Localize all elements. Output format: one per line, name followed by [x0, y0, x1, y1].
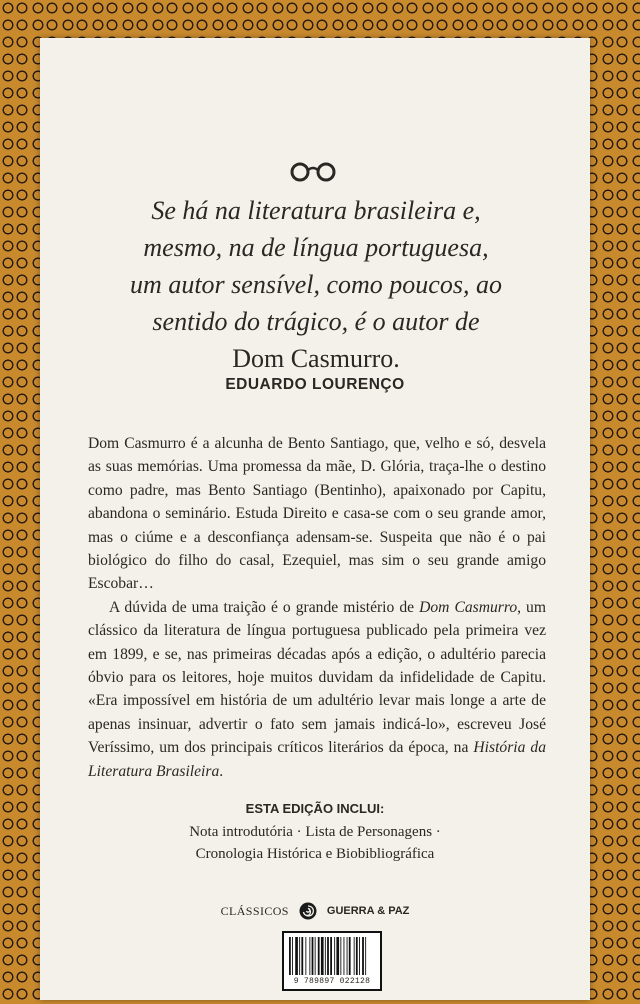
barcode-bars [289, 937, 377, 975]
publisher-logo-icon [299, 902, 317, 920]
quote-line: um autor sensível, como poucos, ao [130, 270, 502, 299]
isbn-number: 9 789897 022128 [293, 977, 371, 986]
quote-line: Dom Casmurro. [232, 344, 400, 373]
synopsis [88, 432, 546, 783]
glasses-icon [287, 160, 339, 182]
reference-title: História da Literatura Brasileira [88, 739, 547, 780]
edition-contents-line: Nota introdutória · Lista de Personagens · [189, 824, 441, 840]
synopsis-paragraph: Dom Casmurro é a alcunha de Bento Santiago, que, velho e só, desvela as suas memórias. Uma promessa da mãe, D. Glória, traça-lhe o destino como padre, mas Bento Santiago (Bentinho), apaixonado por Capitu, abandona o seminário. Estuda Direito e casa-se com o seu grande amor, mas o ciúme e a desconfiança adensam-se. Suspeita que não é o pai biológico do filho do casal, Ezequiel, mas sim o seu grande amigo Escobar… [88, 435, 546, 593]
quote-line: Se há na literatura brasileira e, [151, 196, 481, 225]
barcode [282, 931, 382, 991]
edition-heading: ESTA EDIÇÃO INCLUI: [245, 801, 385, 816]
publisher-name: GUERRA & PAZ [326, 905, 410, 917]
book-title: Dom Casmurro [419, 598, 518, 616]
quote-author: EDUARDO LOURENÇO [225, 376, 405, 393]
synopsis-paragraph: A dúvida de uma traição é o grande mistério de Dom Casmurro, um clássico da literatura de língua portuguesa publicado pela primeira vez em 1899, e se, nas primeiras décadas após a edição, o adultério parecia óbvio para os leitores, hoje muitos duvidam da infidelidade de Capitu. «Era impossível em história de um adultério levar mais longe a arte de apenas insinuar, advertir o fato sem jamais indicá-lo», escreveu José Veríssimo, um dos principais críticos literários da época, na História da Literatura Brasileira. [88, 598, 547, 780]
publisher-footer [40, 900, 590, 922]
epigraph-quote [120, 192, 512, 377]
edition-contents-line: Cronologia Histórica e Biobibliográfica [195, 846, 435, 862]
back-cover [40, 38, 590, 1000]
collection-name: CLÁSSICOS [220, 903, 289, 918]
quote-line: sentido do trágico, é o autor de [152, 307, 480, 336]
quote-line: mesmo, na de língua portuguesa, [143, 233, 489, 262]
